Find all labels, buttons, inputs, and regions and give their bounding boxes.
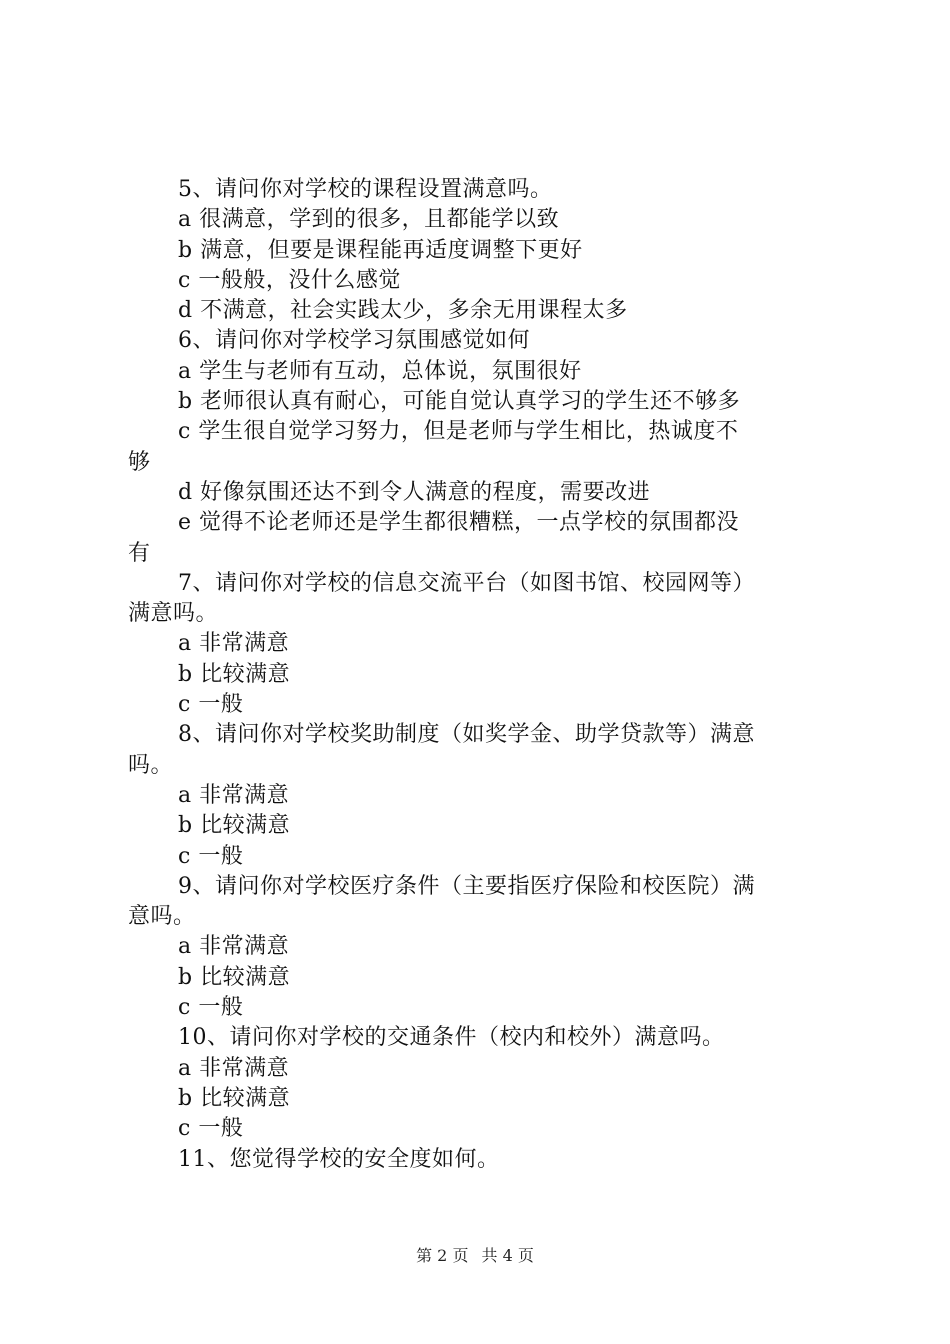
text-line: 9、请问你对学校医疗条件（主要指医疗保险和校医院）满 bbox=[178, 873, 755, 899]
text-line: b 满意，但要是课程能再适度调整下更好 bbox=[178, 237, 583, 263]
text-line: b 比较满意 bbox=[178, 661, 291, 687]
text-line: d 不满意，社会实践太少，多余无用课程太多 bbox=[178, 298, 628, 324]
text-line: b 比较满意 bbox=[178, 813, 291, 839]
text-line: a 非常满意 bbox=[178, 631, 290, 657]
text-line: e 觉得不论老师还是学生都很糟糕，一点学校的氛围都没 bbox=[178, 510, 740, 536]
page-total: 共 4 页 bbox=[481, 1246, 534, 1265]
text-line: 意吗。 bbox=[128, 904, 196, 930]
text-line: c 一般 bbox=[178, 1116, 244, 1142]
text-line: 够 bbox=[128, 449, 151, 475]
text-line: 有 bbox=[128, 540, 151, 566]
text-line: b 比较满意 bbox=[178, 964, 291, 990]
text-line: c 一般 bbox=[178, 995, 244, 1021]
text-line: b 比较满意 bbox=[178, 1085, 291, 1111]
text-line: c 一般 bbox=[178, 843, 244, 869]
text-line: a 学生与老师有互动，总体说，氛围很好 bbox=[178, 358, 582, 384]
text-line: 11、您觉得学校的安全度如何。 bbox=[178, 1146, 500, 1172]
text-line: c 一般 bbox=[178, 692, 244, 718]
text-line: 10、请问你对学校的交通条件（校内和校外）满意吗。 bbox=[178, 1025, 725, 1051]
text-line: b 老师很认真有耐心，可能自觉认真学习的学生还不够多 bbox=[178, 389, 741, 415]
text-line: a 非常满意 bbox=[178, 1055, 290, 1081]
text-line: 8、请问你对学校奖助制度（如奖学金、助学贷款等）满意 bbox=[178, 722, 755, 748]
document-body bbox=[128, 175, 830, 1175]
page-footer bbox=[0, 1243, 950, 1266]
text-line: 7、请问你对学校的信息交流平台（如图书馆、校园网等） bbox=[178, 570, 755, 596]
text-line: 5、请问你对学校的课程设置满意吗。 bbox=[178, 177, 553, 202]
text-line: 6、请问你对学校学习氛围感觉如何 bbox=[178, 328, 530, 354]
text-line: a 非常满意 bbox=[178, 934, 290, 960]
text-line: 吗。 bbox=[128, 752, 174, 778]
text-line: c 学生很自觉学习努力，但是老师与学生相比，热诚度不 bbox=[178, 419, 739, 445]
text-line: a 很满意，学到的很多，且都能学以致 bbox=[178, 207, 560, 233]
text-line: c 一般般，没什么感觉 bbox=[178, 267, 401, 293]
text-line: d 好像氛围还达不到令人满意的程度，需要改进 bbox=[178, 479, 651, 505]
text-line: a 非常满意 bbox=[178, 782, 290, 808]
page-number: 第 2 页 bbox=[416, 1246, 469, 1265]
text-line: 满意吗。 bbox=[128, 601, 219, 627]
